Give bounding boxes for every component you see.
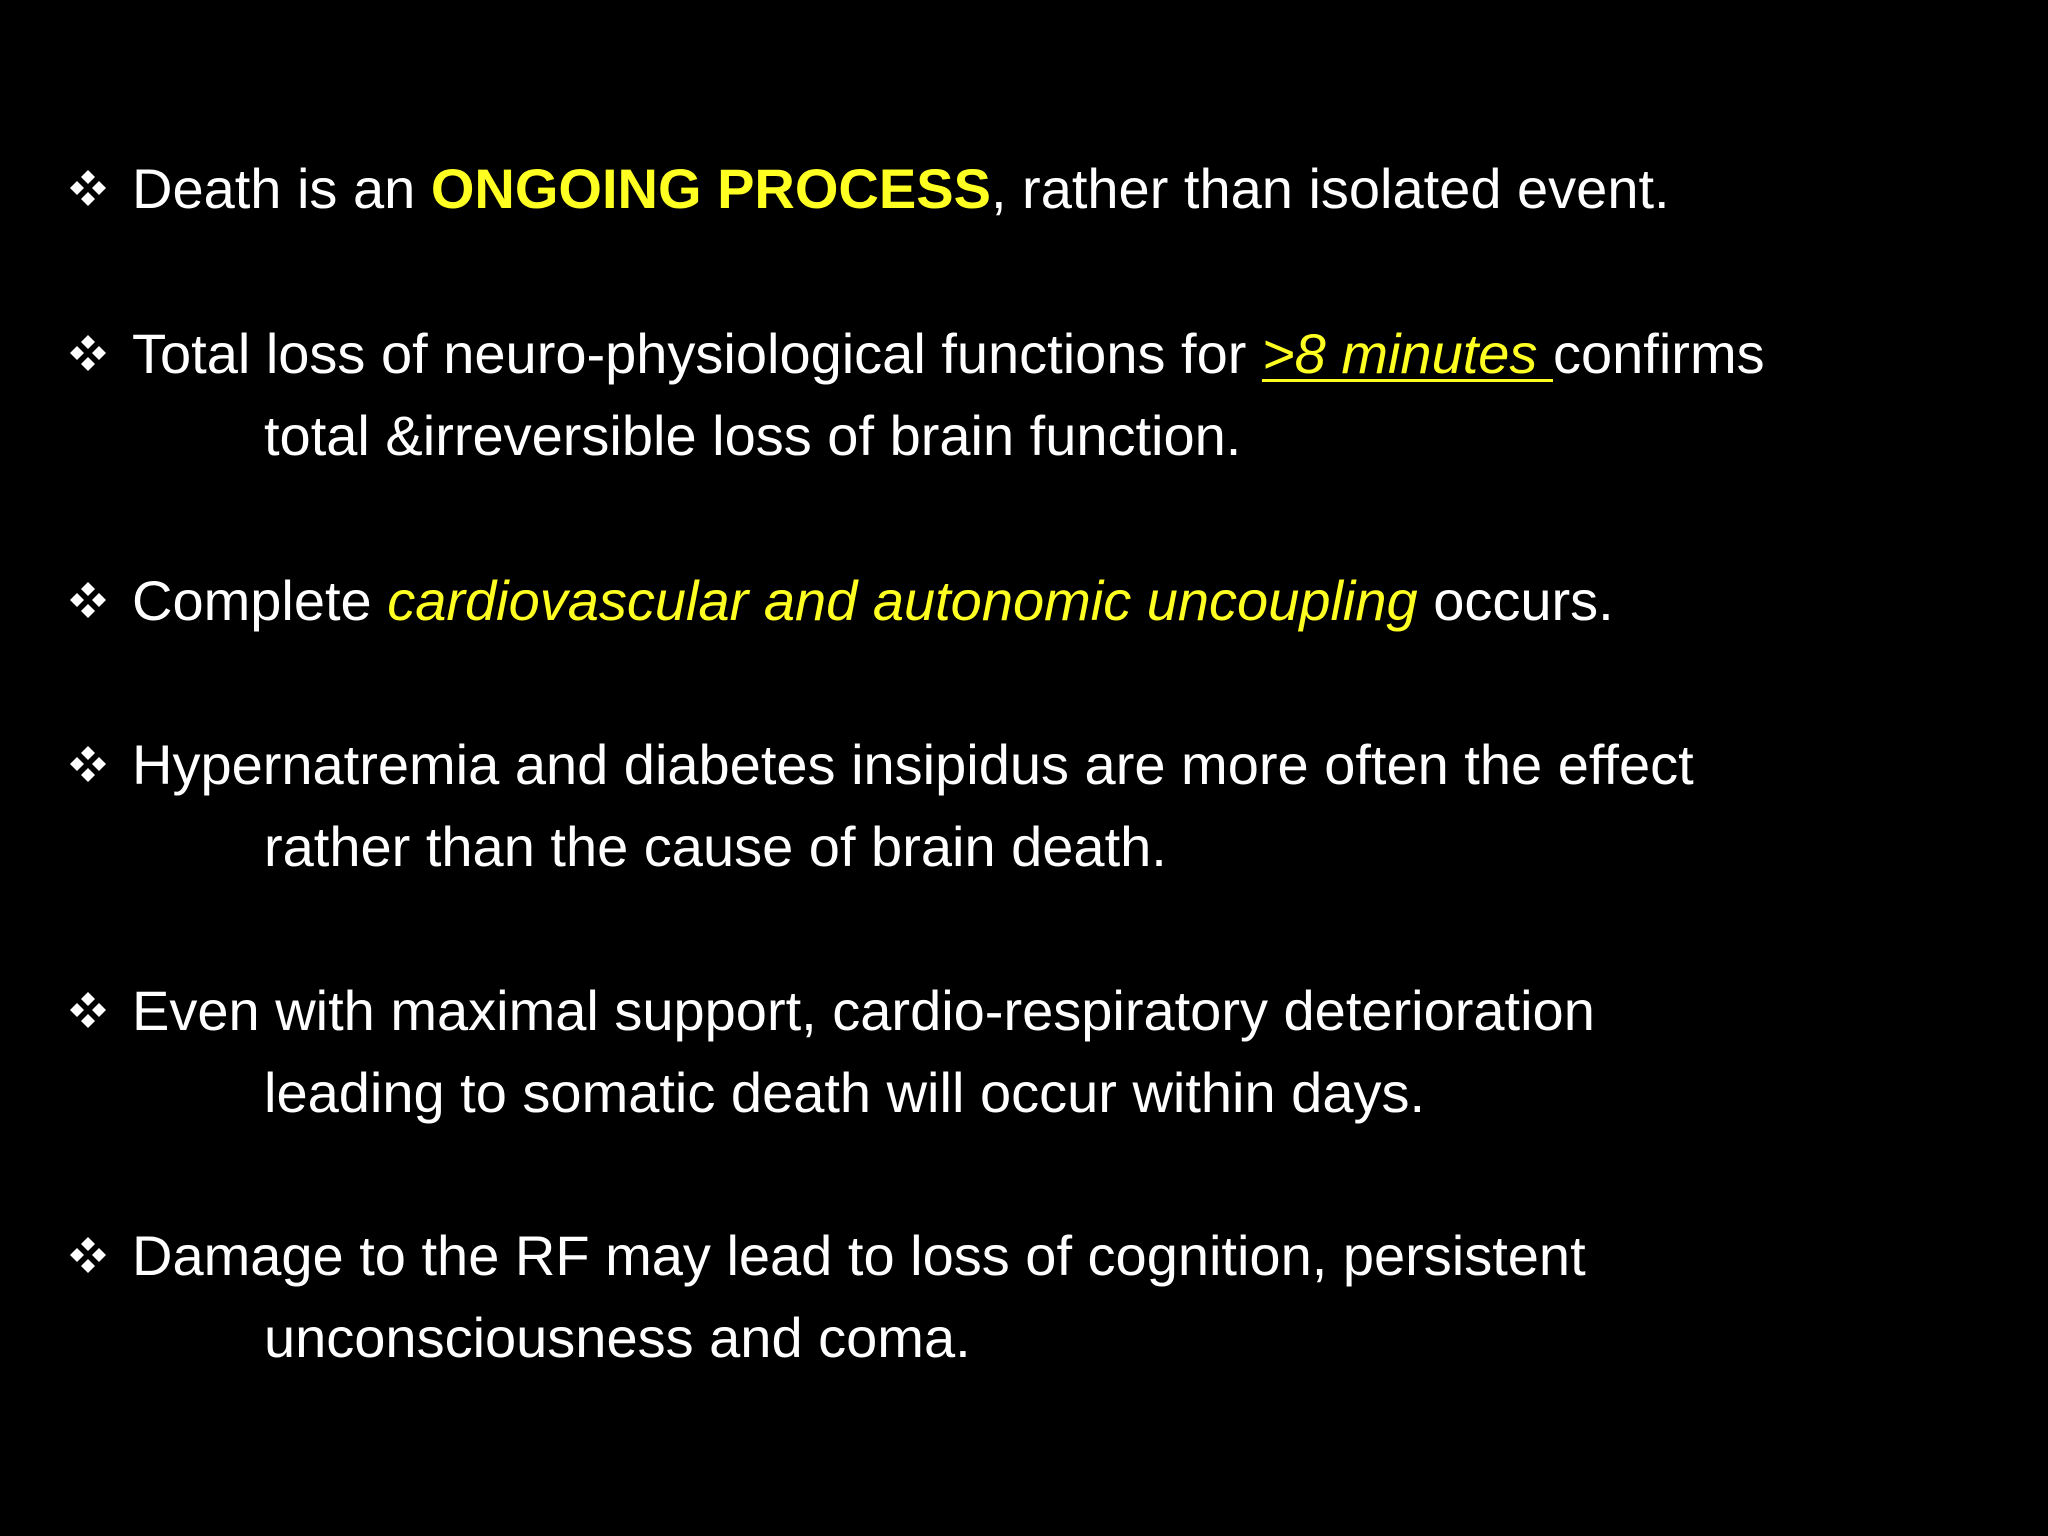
bullet-line — [62, 970, 2002, 1052]
bullet-continuation: total &irreversible loss of brain function. — [264, 404, 1242, 467]
four-diamond-icon — [62, 327, 114, 379]
underline-gap — [1537, 322, 1553, 385]
four-diamond-icon — [62, 738, 114, 790]
bullet-text: Complete — [132, 569, 388, 632]
four-diamond-icon — [62, 574, 114, 626]
bullet-line — [62, 148, 2002, 230]
four-diamond-icon — [62, 984, 114, 1036]
bullet-total-loss — [62, 313, 2002, 477]
four-diamond-icon — [62, 162, 114, 214]
bullet-line — [62, 724, 2002, 806]
bullet-text: Even with maximal support, cardio-respiratory deterioration — [132, 979, 1595, 1042]
bullet-hypernatremia — [62, 724, 2002, 888]
bullet-rf-damage — [62, 1215, 2002, 1379]
bullet-line — [62, 1215, 2002, 1297]
bullet-text: Total loss of neuro-physiological functions for — [132, 322, 1262, 385]
highlight-uncoupling: cardiovascular and autonomic uncoupling — [387, 569, 1418, 632]
bullet-line — [62, 313, 2002, 395]
highlight-8-minutes: >8 minutes — [1261, 322, 1538, 385]
bullet-ongoing-process — [62, 148, 2002, 230]
bullet-text: , rather than isolated event. — [990, 157, 1670, 220]
highlight-ongoing-process: ONGOING PROCESS — [430, 157, 991, 220]
bullet-maximal-support — [62, 970, 2002, 1134]
four-diamond-icon — [62, 1229, 114, 1281]
bullet-continuation: unconsciousness and coma. — [264, 1306, 971, 1369]
bullet-text: confirms — [1553, 322, 1765, 385]
bullet-text: Death is an — [132, 157, 431, 220]
bullet-line — [62, 560, 2002, 642]
bullet-text: occurs. — [1417, 569, 1614, 632]
bullet-continuation: leading to somatic death will occur within days. — [264, 1061, 1426, 1124]
bullet-text: Damage to the RF may lead to loss of cognition, persistent — [132, 1224, 1586, 1287]
bullet-text: Hypernatremia and diabetes insipidus are more often the effect — [132, 733, 1694, 796]
bullet-continuation: rather than the cause of brain death. — [264, 815, 1167, 878]
bullet-cardiovascular — [62, 560, 2002, 642]
